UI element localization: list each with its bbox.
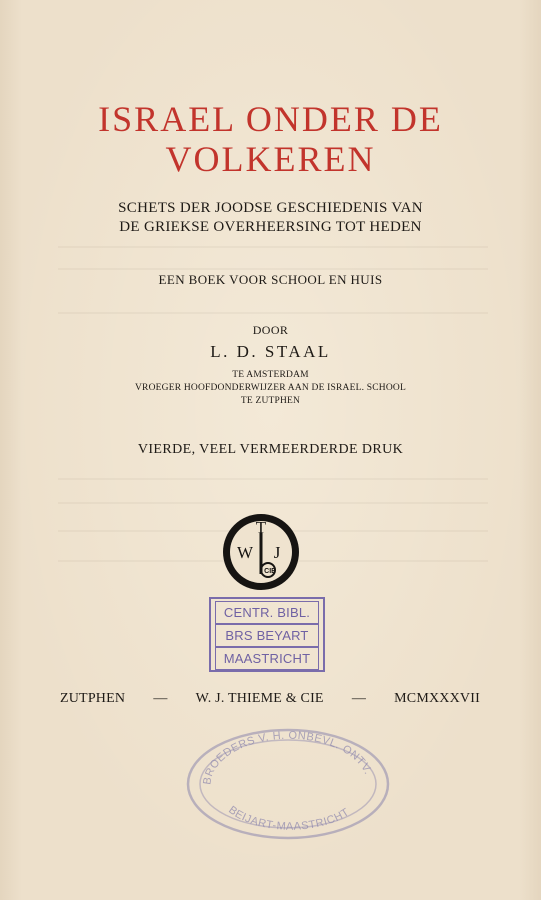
subtitle-line-2: DE GRIEKSE OVERHEERSING TOT HEDEN xyxy=(119,219,422,235)
audience-line: EEN BOEK VOOR SCHOOL EN HUIS xyxy=(158,272,383,287)
logo-letter-t: T xyxy=(255,518,267,537)
book-title-line-2: VOLKEREN xyxy=(165,139,376,179)
author-place: TE AMSTERDAM xyxy=(232,370,309,380)
publisher-monogram-icon xyxy=(221,512,301,592)
imprint-dash: — xyxy=(153,691,168,706)
subtitle-line-1: SCHETS DER JOODSE GESCHIEDENIS VAN xyxy=(118,200,423,216)
library-stamp-line-3: MAASTRICHT xyxy=(215,647,319,670)
book-title-line-1: ISRAEL ONDER DE xyxy=(98,99,443,139)
svg-text:BEIJART-MAASTRICHT xyxy=(226,804,351,833)
oval-stamp-top-text: BROEDERS V. H. ONBEVL. ONTV. xyxy=(201,729,375,786)
library-stamp-line-1: CENTR. BIBL. xyxy=(215,601,319,624)
show-through-line xyxy=(58,268,488,270)
show-through-line xyxy=(58,478,488,480)
show-through-line xyxy=(58,246,488,248)
imprint-dash: — xyxy=(351,691,367,706)
imprint-year: MCMXXXVII xyxy=(394,691,480,706)
show-through-line xyxy=(58,502,488,504)
oval-stamp-bottom-text: BEIJART-MAASTRICHT xyxy=(226,803,352,833)
author-name: L. D. STAAL xyxy=(210,342,331,361)
logo-letter-j: J xyxy=(273,543,281,562)
logo-letters-cie: CIE xyxy=(264,568,276,575)
edition-line: VIERDE, VEEL VERMEERDERDE DRUK xyxy=(137,442,404,457)
show-through-line xyxy=(58,312,488,314)
by-label: DOOR xyxy=(252,323,289,337)
oval-ownership-stamp xyxy=(183,724,393,842)
imprint-publisher: W. J. THIEME & CIE xyxy=(195,691,324,706)
author-role-place: TE ZUTPHEN xyxy=(240,396,301,406)
imprint-city: ZUTPHEN xyxy=(60,691,126,706)
library-stamp xyxy=(209,597,325,672)
library-stamp-line-2: BRS BEYART xyxy=(215,624,319,647)
author-role: VROEGER HOOFDONDERWIJZER AAN DE ISRAEL. SCHOOL xyxy=(135,383,406,393)
imprint-line xyxy=(60,691,480,707)
svg-text:BROEDERS V. H. ONBEVL. ONTV. xyxy=(201,730,374,786)
logo-letter-w: W xyxy=(236,543,254,562)
